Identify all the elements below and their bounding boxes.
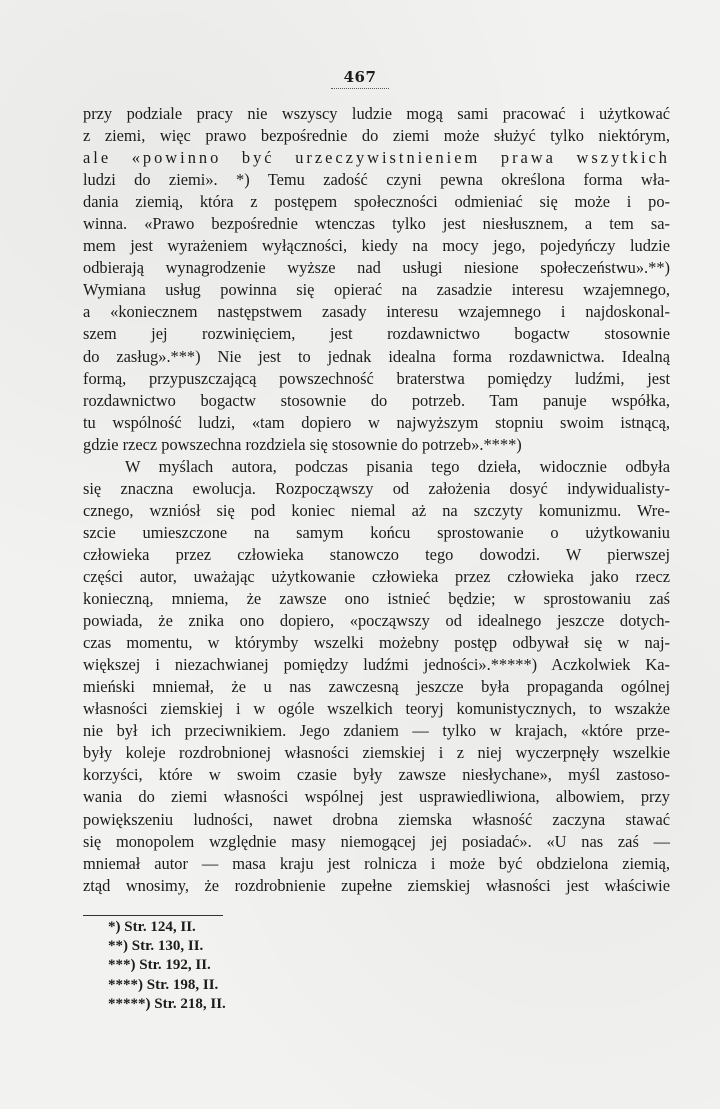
footnote: *****) Str. 218, II. xyxy=(108,995,226,1012)
text-line: mniemał autor — masa kraju jest rolnicza i może być obdzielona ziemią, xyxy=(83,853,670,873)
text-line: Wymiana usług powinna się opierać na zasadzie interesu wzajemnego, xyxy=(83,280,670,300)
text-line: szcie umieszczone na samym końcu sprostowanie o użytkowaniu xyxy=(83,522,670,542)
text-line: formą, przypuszczającą powszechność braterstwa pomiędzy ludźmi, jest xyxy=(83,368,670,388)
text-line: tu wspólność ludzi, «tam dopiero w najwyższym stopniu swoim istnącą, xyxy=(83,412,670,432)
page-number: 467 xyxy=(343,68,377,86)
footnote: **) Str. 130, II. xyxy=(108,938,204,955)
footnote: *) Str. 124, II. xyxy=(108,919,196,935)
text-line: dania ziemią, która z postępem społeczności odmieniać się może i po- xyxy=(83,192,670,212)
text-line: ludzi do ziemi». *) Temu zadość czyni pewna określona forma wła- xyxy=(83,170,670,190)
text-line: przy podziale pracy nie wszyscy ludzie mogą sami pracować i użytkować xyxy=(83,104,670,123)
text-line: czas momentu, w którymby wszelki możebny postęp odbywał się w naj- xyxy=(83,633,670,653)
body-text xyxy=(83,103,670,897)
text-line: korzyści, które w swoim czasie były zawsze niesłychane», myśl zastoso- xyxy=(83,765,670,785)
text-line: części autor, uważając użytkowanie człowieka przez człowieka jako rzecz xyxy=(83,566,670,586)
text-line: do zasług».***) Nie jest to jednak idealna forma rozdawnictwa. Idealną xyxy=(83,346,670,366)
text-line: nie był ich przeciwnikiem. Jego zdaniem — tylko w krajach, «które prze- xyxy=(83,721,670,741)
text-line: gdzie rzecz powszechna rozdziela się stosownie do potrzeb».****) xyxy=(83,434,522,454)
text-line: powiększeniu ludności, nawet drobna ziemska własność zaczyna stawać xyxy=(83,809,670,829)
text-line: większej i niezachwianej pomiędzy ludźmi jedności».*****) Aczkolwiek Ka- xyxy=(83,655,670,675)
text-line: były koleje rozdrobnionej własności ziemskiej i z niej wyczerpnęły wszelkie xyxy=(83,743,670,763)
text-line: szem jej rozwinięciem, jest rozdawnictwo bogactw stosownie xyxy=(83,324,670,344)
footnote-rule xyxy=(83,915,223,916)
text-line: a «koniecznem następstwem zasady interesu wzajemnego i najdoskonal- xyxy=(83,302,670,322)
footnote: ***) Str. 192, II. xyxy=(108,957,211,974)
text-line: wania do ziemi własności wspólnej jest usprawiedliwiona, albowiem, przy xyxy=(83,787,670,807)
text-line: mieński mniemał, że u nas zawczesną jeszcze była propaganda ogólnej xyxy=(83,677,670,697)
text-line: powiada, że znika ono dopiero, «począwszy od idealnego jeszcze dotych- xyxy=(83,611,670,631)
text-line: ztąd wnosimy, że rozdrobnienie zupełne ziemskiej własności jest właściwie xyxy=(83,875,670,895)
text-line: odbierają wynagrodzenie wyższe nad usługi niesione społeczeństwu».**) xyxy=(83,258,670,278)
text-line: cznego, wzniósł się pod koniec niemal aż na szczyty komunizmu. Wre- xyxy=(83,500,670,520)
text-line: z ziemi, więc prawo bezpośrednie do ziemi może służyć tylko niektórym, xyxy=(83,126,670,146)
footnotes xyxy=(108,918,226,1014)
text-line: człowieka przez człowieka stanowczo tego dowodzi. W pierwszej xyxy=(83,544,670,564)
text-line: winna. «Prawo bezpośrednie wtenczas tylko jest niesłusznem, a tem sa- xyxy=(83,214,670,234)
text-line: mem jest wyrażeniem wyłączności, kiedy na mocy jego, pojedyńczy ludzie xyxy=(83,236,670,256)
page-number-rule xyxy=(331,88,389,89)
text-line: konieczną, mniema, że zawsze ono istnieć będzie; w sprostowaniu zaś xyxy=(83,589,670,609)
footnote: ****) Str. 198, II. xyxy=(108,976,219,993)
text-line: własności ziemskiej i w ogóle wszelkich teoryj komunistycznych, to wszakże xyxy=(83,699,670,719)
text-line: rozdawnictwo bogactw stosownie do potrzeb. Tam panuje współka, xyxy=(83,390,670,410)
text-line: się znaczna ewolucja. Rozpocząwszy od założenia dosyć indywidualisty- xyxy=(83,478,670,498)
text-line: W myślach autora, podczas pisania tego dzieła, widocznie odbyła xyxy=(125,456,670,476)
text-line: ale «powinno być urzeczywistnieniem prawa wszytkich xyxy=(83,148,670,168)
text-line: się monopolem względnie masy niemogącej jej posiadać». «U nas zaś — xyxy=(83,831,670,851)
